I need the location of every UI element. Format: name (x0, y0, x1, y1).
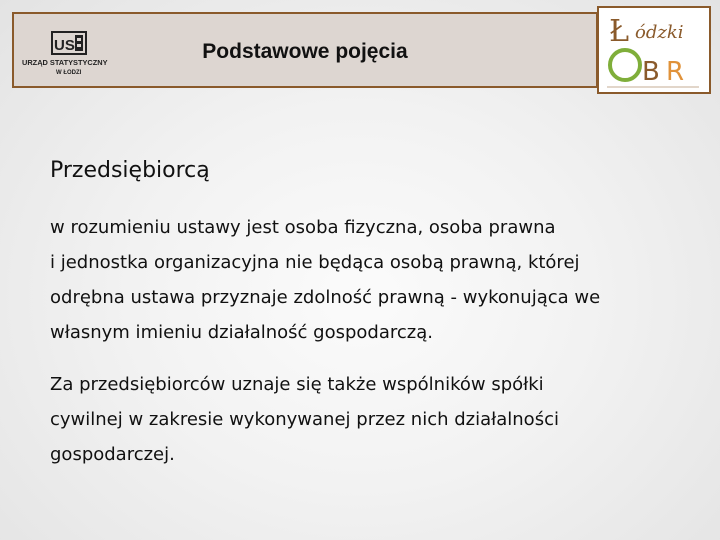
svg-text:R: R (666, 57, 685, 87)
slide-header (12, 12, 598, 88)
paragraph-line: cywilnej w zakresie wykonywanej przez nich działalności (50, 409, 559, 430)
obr-logo (597, 6, 711, 94)
svg-text:B: B (642, 57, 660, 87)
svg-text:US: US (54, 37, 75, 54)
paragraph-line: gospodarczej. (50, 444, 175, 465)
paragraph-line: i jednostka organizacyjna nie będąca osobą prawną, której (50, 252, 580, 273)
svg-text:ódzki: ódzki (635, 22, 684, 43)
svg-text:Ł: Ł (609, 14, 630, 49)
section-heading: Przedsiębiorcą (50, 158, 210, 183)
svg-text:W ŁODZI: W ŁODZI (56, 70, 82, 76)
paragraph-line: własnym imieniu działalność gospodarczą. (50, 322, 433, 343)
slide-title: Podstawowe pojęcia (202, 40, 408, 63)
paragraph-line: Za przedsiębiorców uznaje się także wspólników spółki (50, 374, 544, 395)
svg-text:URZĄD STATYSTYCZNY: URZĄD STATYSTYCZNY (22, 58, 108, 67)
partners-paragraph (50, 367, 680, 472)
paragraph-line: odrębna ustawa przyznaje zdolność prawną - wykonująca we (50, 287, 601, 308)
paragraph-line: w rozumieniu ustawy jest osoba fizyczna, osoba prawna (50, 217, 556, 238)
definition-paragraph (50, 210, 680, 350)
